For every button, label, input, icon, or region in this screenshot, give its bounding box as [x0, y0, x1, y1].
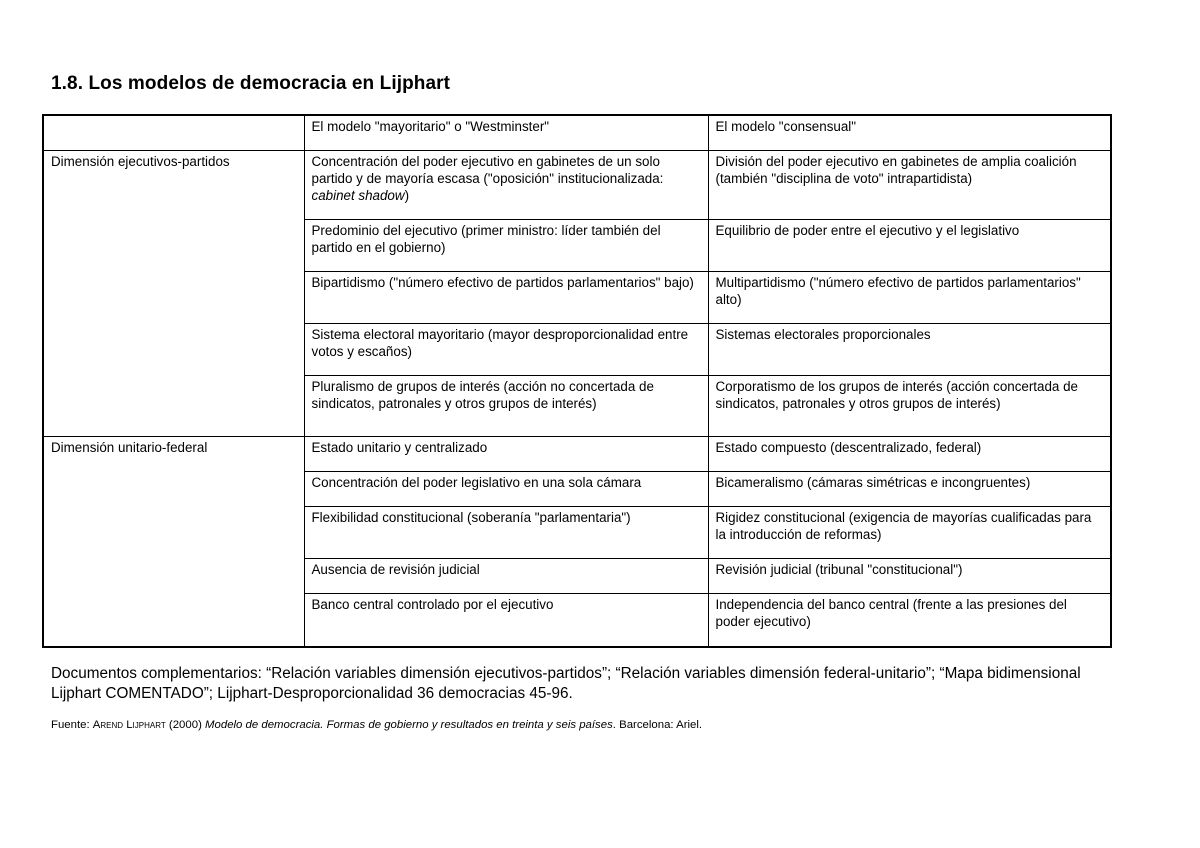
consensual-cell: Rigidez constitucional (exigencia de mayorías cualificadas para la introducción de reformas)	[708, 506, 1111, 558]
majoritarian-cell: Estado unitario y centralizado	[304, 436, 708, 471]
majoritarian-italic-text: cabinet shadow	[311, 187, 405, 203]
consensual-cell: División del poder ejecutivo en gabinetes de amplia coalición (también "disciplina de voto" intrapartidista)	[708, 150, 1111, 219]
consensual-cell: Independencia del banco central (frente a las presiones del poder ejecutivo)	[708, 593, 1111, 647]
dimension-label-unitary-federal: Dimensión unitario-federal	[43, 436, 304, 647]
source-author: Arend Lijphart	[92, 719, 166, 731]
majoritarian-cell: Pluralismo de grupos de interés (acción no concertada de sindicatos, patronales y otros grupos de interés)	[304, 375, 708, 436]
majoritarian-cell: Flexibilidad constitucional (soberanía "parlamentaria")	[304, 506, 708, 558]
table-row	[43, 436, 1111, 471]
majoritarian-cell: Concentración del poder legislativo en una sola cámara	[304, 471, 708, 506]
source-year: (2000)	[165, 719, 206, 731]
source-work-title: Modelo de democracia. Formas de gobierno y resultados en treinta y seis países	[205, 719, 613, 731]
majoritarian-cell: Sistema electoral mayoritario (mayor desproporcionalidad entre votos y escaños)	[304, 323, 708, 375]
majoritarian-cell	[304, 150, 708, 219]
source-publisher: . Barcelona: Ariel.	[612, 719, 703, 731]
page-title: 1.8. Los modelos de democracia en Lijphart	[51, 73, 451, 94]
majoritarian-cell: Predominio del ejecutivo (primer ministro: líder también del partido en el gobierno)	[304, 219, 708, 271]
header-cell-dimension	[43, 115, 304, 150]
table-row	[43, 150, 1111, 219]
majoritarian-text-end: )	[404, 187, 410, 203]
majoritarian-cell: Ausencia de revisión judicial	[304, 558, 708, 593]
source-prefix: Fuente:	[51, 719, 93, 731]
democracy-models-table	[42, 114, 1112, 648]
majoritarian-text: Concentración del poder ejecutivo en gabinetes de un solo partido y de mayoría escasa ("oposición" institucionalizada:	[311, 153, 664, 186]
table-header-row	[43, 115, 1111, 150]
header-cell-majoritarian: El modelo "mayoritario" o "Westminster"	[304, 115, 708, 150]
consensual-cell: Corporatismo de los grupos de interés (acción concertada de sindicatos, patronales y otros grupos de interés)	[708, 375, 1111, 436]
consensual-cell: Equilibrio de poder entre el ejecutivo y el legislativo	[708, 219, 1111, 271]
consensual-cell: Sistemas electorales proporcionales	[708, 323, 1111, 375]
majoritarian-cell: Banco central controlado por el ejecutivo	[304, 593, 708, 647]
consensual-cell: Multipartidismo ("número efectivo de partidos parlamentarios" alto)	[708, 271, 1111, 323]
majoritarian-cell: Bipartidismo ("número efectivo de partidos parlamentarios" bajo)	[304, 271, 708, 323]
complementary-documents-note: Documentos complementarios: “Relación variables dimensión ejecutivos-partidos”; “Relación variables dimensión federal-unitario”; “Mapa bidimensional Lijphart COMENTADO”; Lijphart-Desproporcionalidad 36 democracias 45-96.	[51, 665, 1081, 702]
source-citation	[51, 717, 702, 733]
dimension-label-executive-parties: Dimensión ejecutivos-partidos	[43, 150, 304, 436]
consensual-cell: Bicameralismo (cámaras simétricas e incongruentes)	[708, 471, 1111, 506]
consensual-cell: Revisión judicial (tribunal "constitucional")	[708, 558, 1111, 593]
consensual-cell: Estado compuesto (descentralizado, federal)	[708, 436, 1111, 471]
header-cell-consensual: El modelo "consensual"	[708, 115, 1111, 150]
